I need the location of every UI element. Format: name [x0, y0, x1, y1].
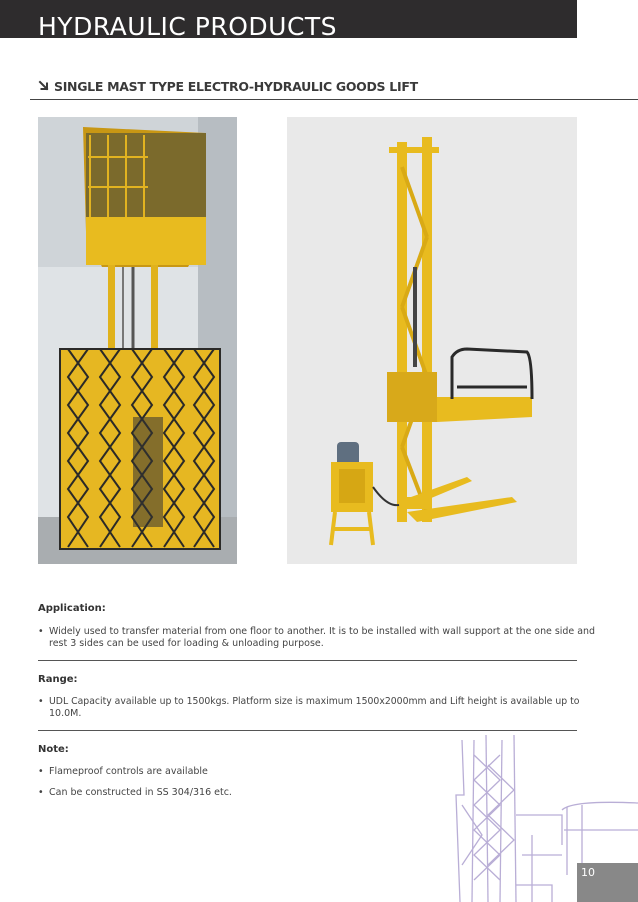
bullet-icon: • [38, 696, 44, 707]
list-item: • Can be constructed in SS 304/316 etc. [38, 787, 232, 798]
list-item: • Flameproof controls are available [38, 766, 208, 777]
section-divider [30, 99, 638, 100]
bullet-icon: • [38, 766, 44, 777]
list-item: • Widely used to transfer material from one floor to another. It is to be installed with wall support at the one side and rest 3 sides can be used for loading & unloading purpose. [38, 626, 595, 649]
installed-lift-photo [38, 117, 237, 564]
page-title: HYDRAULIC PRODUCTS [38, 12, 338, 41]
divider [38, 660, 577, 661]
note-heading: Note: [38, 744, 69, 755]
section-heading [38, 77, 418, 95]
list-item: • UDL Capacity available up to 1500kgs. Platform size is maximum 1500x2000mm and Lift height is available up to 10.0M. [38, 696, 580, 719]
divider [38, 730, 577, 731]
application-heading: Application: [38, 603, 106, 614]
range-heading: Range: [38, 674, 78, 685]
bullet-icon: • [38, 787, 44, 798]
bullet-icon: • [38, 626, 44, 637]
page-number: 10 [581, 866, 595, 879]
arrow-down-right-icon [38, 80, 50, 92]
mast-lift-photo [287, 117, 577, 564]
section-title: SINGLE MAST TYPE ELECTRO-HYDRAULIC GOODS LIFT [54, 78, 418, 94]
